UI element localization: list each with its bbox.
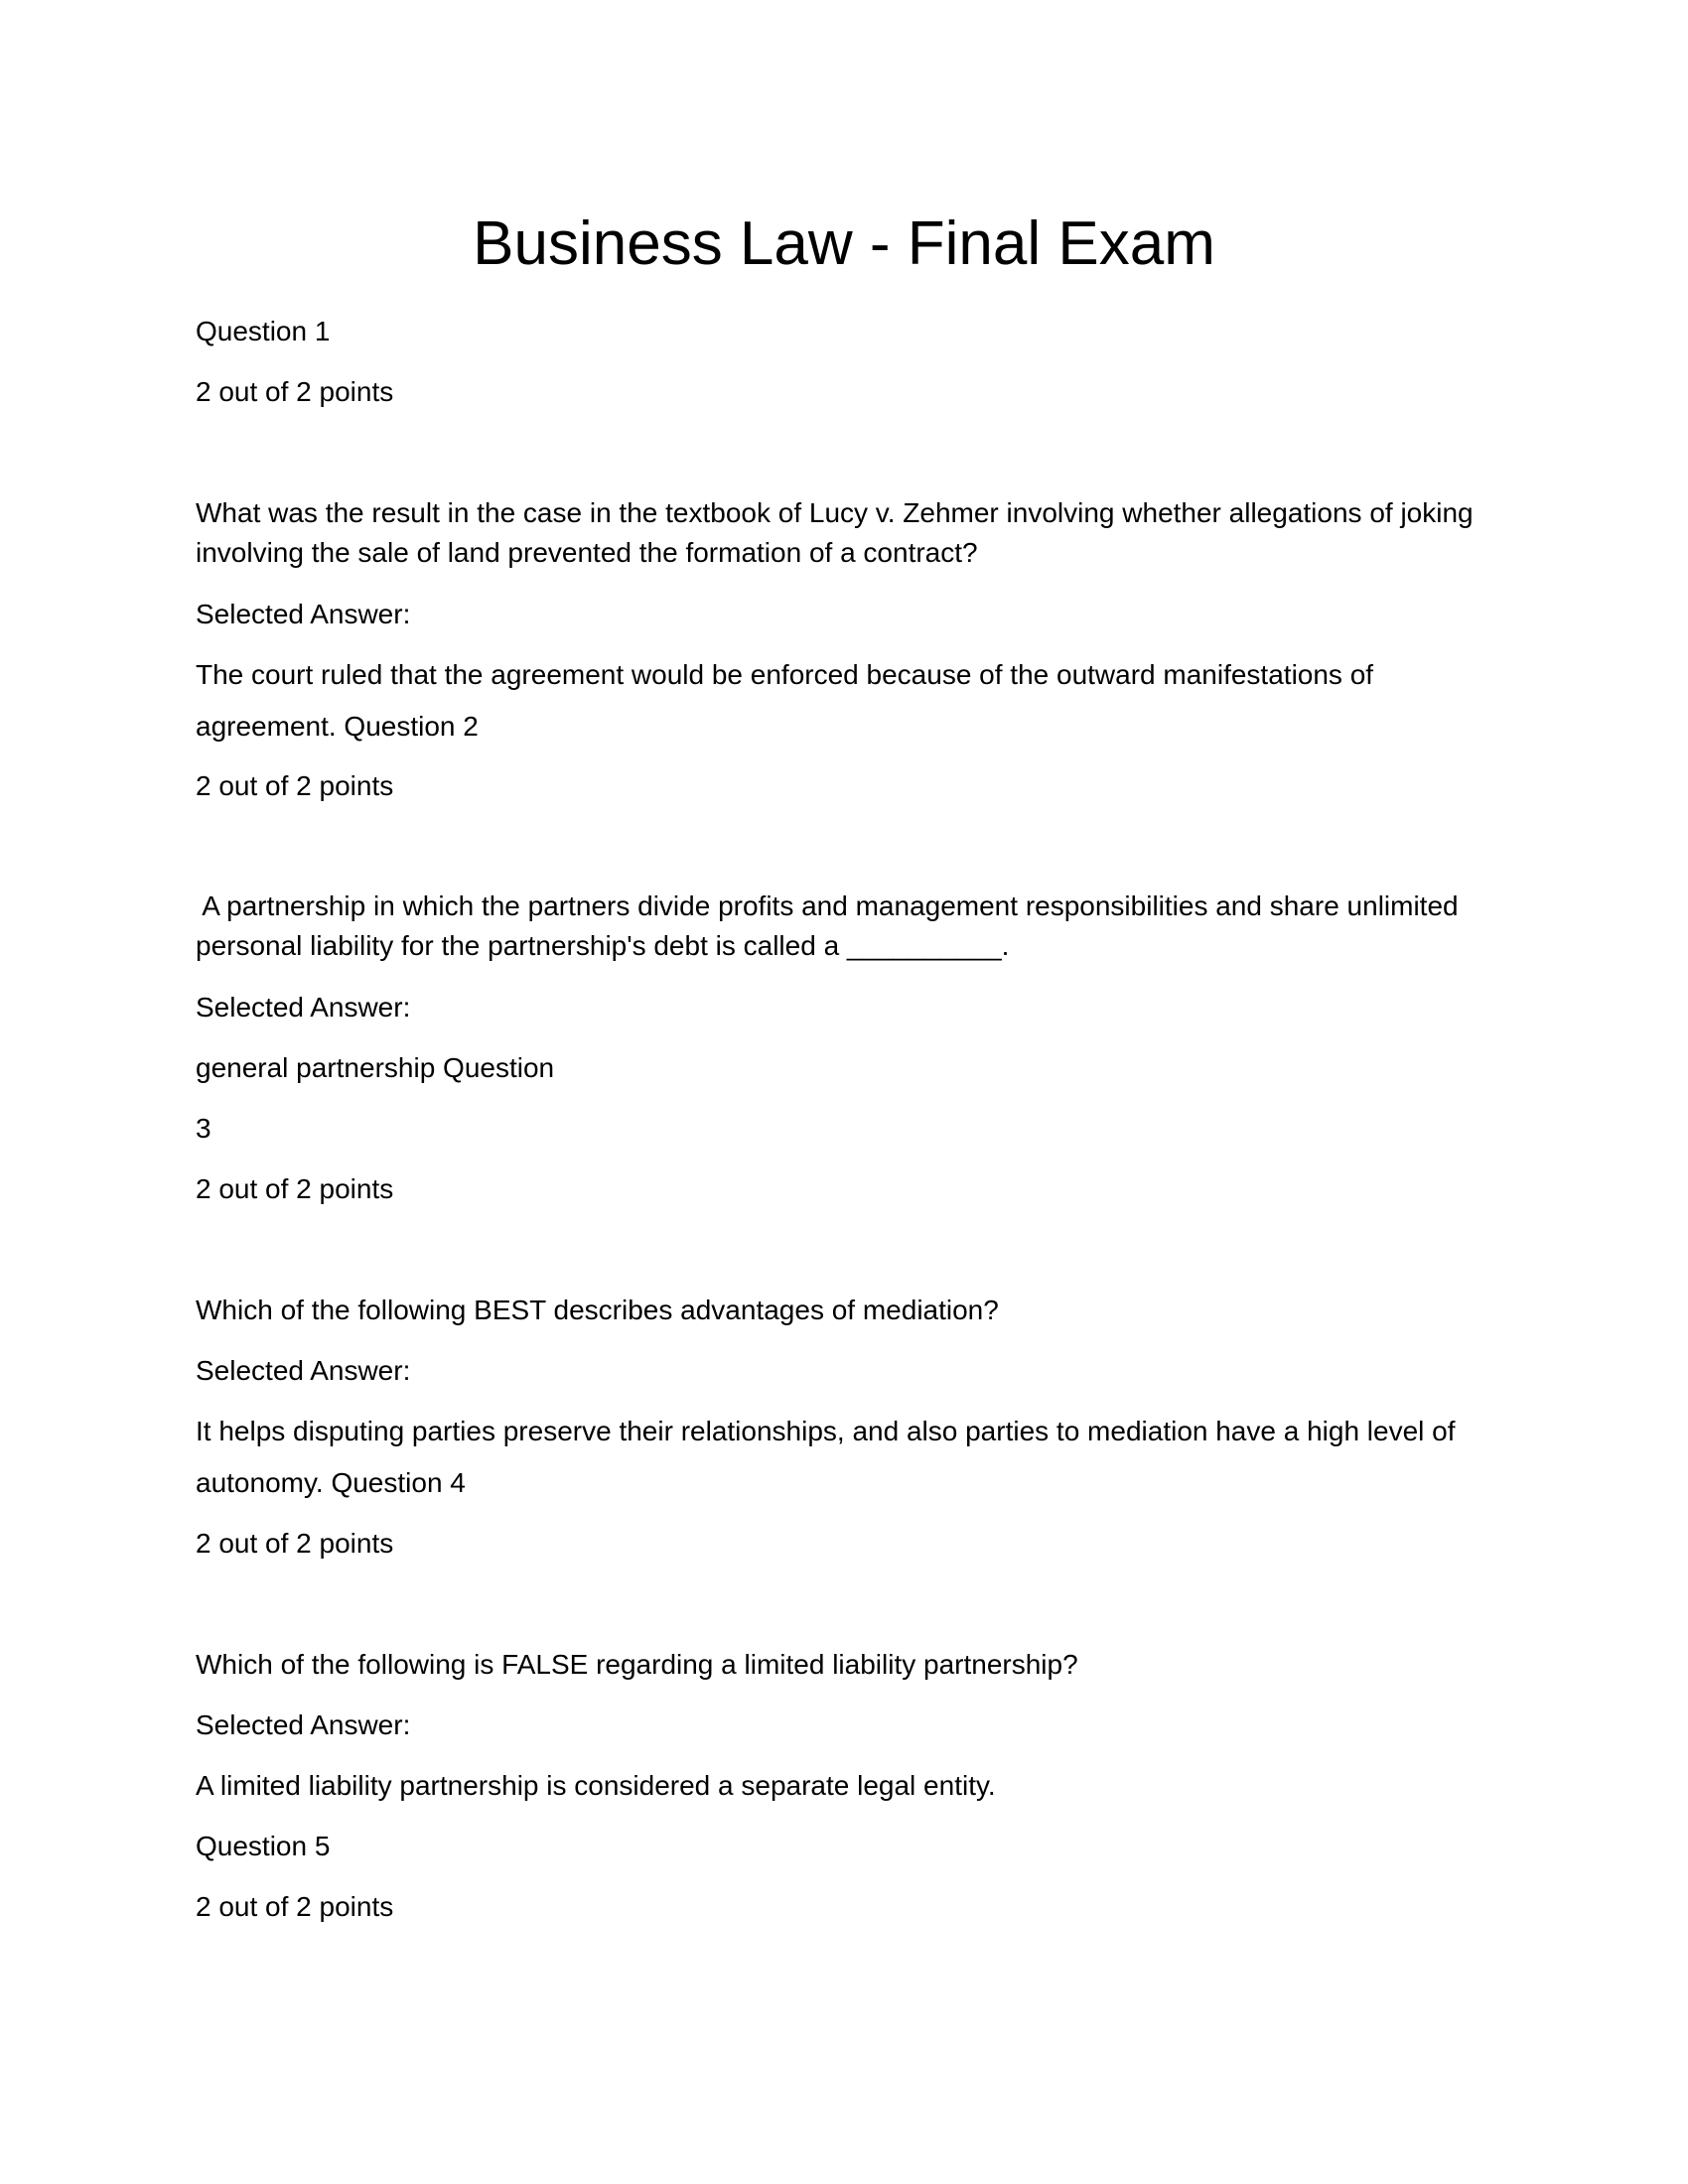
question-3-text: Which of the following BEST describes advantages of mediation? [196, 1295, 999, 1325]
question-3-score: 2 out of 2 points [196, 1173, 394, 1204]
question-3-answer-line-2: autonomy. Question 4 [196, 1467, 466, 1498]
question-1-score: 2 out of 2 points [196, 376, 394, 407]
page-title: Business Law - Final Exam [473, 209, 1215, 278]
question-2-score: 2 out of 2 points [196, 770, 394, 801]
question-1-heading: Question 1 [196, 316, 331, 346]
question-1-answer-line-2: agreement. Question 2 [196, 711, 479, 742]
question-5-heading: Question 5 [196, 1831, 331, 1861]
question-4-selected-answer-label: Selected Answer: [196, 1709, 411, 1740]
question-2-selected-answer-label: Selected Answer: [196, 992, 411, 1023]
question-2-text-line-1: A partnership in which the partners divide profits and management responsibilities and share unlimited [196, 890, 1459, 921]
question-1-text-line-2: involving the sale of land prevented the formation of a contract? [196, 537, 978, 568]
question-2-answer: general partnership Question [196, 1052, 555, 1083]
question-3-answer-line-1: It helps disputing parties preserve their relationships, and also parties to mediation have a high level of [196, 1416, 1456, 1446]
question-5-score: 2 out of 2 points [196, 1891, 394, 1922]
question-4-score: 2 out of 2 points [196, 1528, 394, 1559]
question-4-text: Which of the following is FALSE regarding a limited liability partnership? [196, 1649, 1078, 1680]
question-3-number: 3 [196, 1113, 211, 1144]
question-1-answer-line-1: The court ruled that the agreement would be enforced because of the outward manifestations of [196, 659, 1374, 690]
question-1-selected-answer-label: Selected Answer: [196, 599, 411, 629]
question-4-answer: A limited liability partnership is considered a separate legal entity. [196, 1770, 996, 1801]
question-1-text-line-1: What was the result in the case in the textbook of Lucy v. Zehmer involving whether allegations of joking [196, 497, 1474, 528]
question-3-selected-answer-label: Selected Answer: [196, 1355, 411, 1386]
question-2-text-line-2: personal liability for the partnership's debt is called a __________. [196, 930, 1010, 961]
